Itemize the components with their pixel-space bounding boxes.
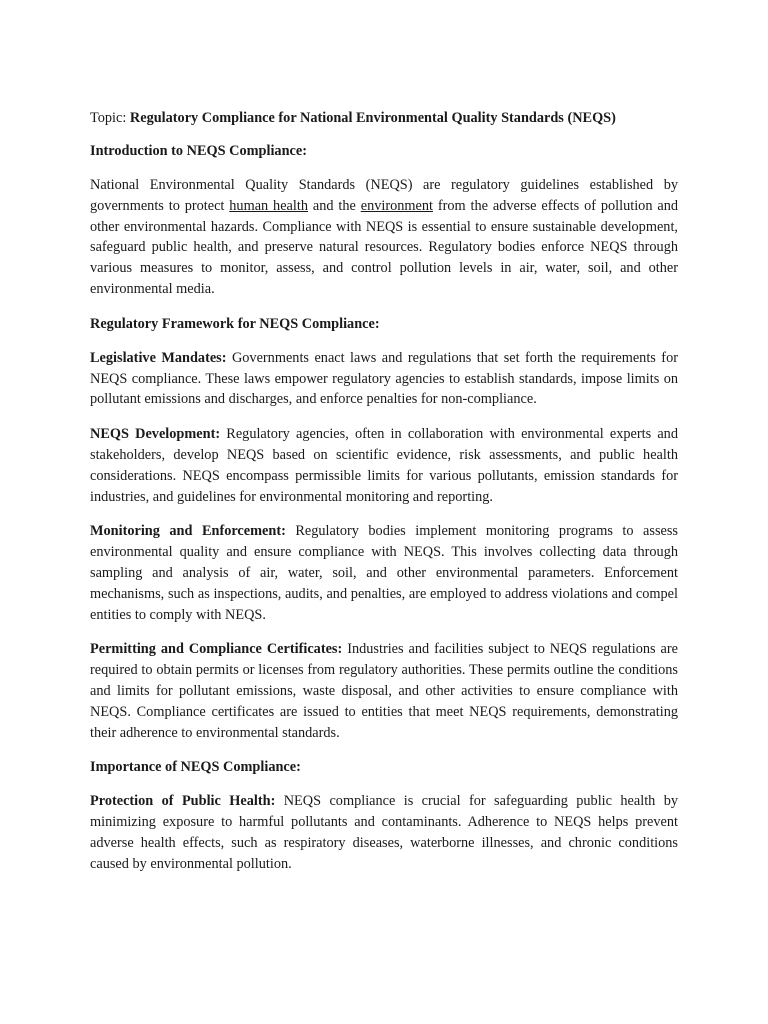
permitting-text: Industries and facilities subject to NEQS regulations are required to obtain permits or licenses from regulatory authorities. These permits outline the conditions and limits for pollutant emissions, waste disposal, and other activities to ensure compliance with NEQS. Compliance certificates are issued to entities that meet NEQS requirements, demonstrating their adherence to environmental standards. [90,641,678,741]
importance-heading: Importance of NEQS Compliance: [90,759,301,776]
monitoring-paragraph [90,521,678,625]
intro-paragraph [90,175,678,300]
monitoring-label: Monitoring and Enforcement: [90,523,286,540]
intro-text-2: and the [308,197,361,214]
framework-heading: Regulatory Framework for NEQS Compliance: [90,315,380,332]
intro-text-3: from the adverse effects of pollution and other environmental hazards. Compliance with NEQS is essential to ensure sustainable development, safeguard public health, and preserve natural resources. Regulatory bodies enforce NEQS through various measures to monitor, assess, and control pollution levels in air, water, soil, and other environmental media. [90,197,678,297]
permitting-label: Permitting and Compliance Certificates: [90,641,343,658]
intro-text-1: National Environmental Quality Standards (NEQS) are regulatory guidelines established by governments to protect [90,177,678,214]
human-health-link[interactable]: human health [229,197,308,214]
legislative-paragraph [90,348,678,410]
intro-heading: Introduction to NEQS Compliance: [90,143,307,159]
document-title: Regulatory Compliance for National Environmental Quality Standards (NEQS) [129,110,616,126]
protection-label: Protection of Public Health: [90,793,276,810]
legislative-label: Legislative Mandates: [90,349,227,366]
topic-line [90,108,678,128]
protection-text: NEQS compliance is crucial for safeguarding public health by minimizing exposure to harmful pollutants and contaminants. Adherence to NEQS helps prevent adverse health effects, such as respiratory diseases, waterborne illnesses, and chronic conditions caused by environmental pollution. [90,793,679,872]
document-page [90,108,678,889]
development-label: NEQS Development: [90,426,221,443]
protection-paragraph [90,791,678,874]
monitoring-text: Regulatory bodies implement monitoring programs to assess environmental quality and ensure compliance with NEQS. This involves collecting data through sampling and analysis of air, water, soil, and other environmental parameters. Enforcement mechanisms, such as inspections, audits, and penalties, are employed to address violations and compel entities to comply with NEQS. [90,523,678,623]
development-text: Regulatory agencies, often in collaboration with environmental experts and stakeholders, develop NEQS based on scientific evidence, risk assessments, and public health considerations. NEQS encompass permissible limits for various pollutants, emission standards for industries, and guidelines for environmental monitoring and reporting. [90,426,678,505]
environment-link[interactable]: environment [360,197,433,214]
permitting-paragraph [90,639,678,743]
legislative-text: Governments enact laws and regulations that set forth the requirements for NEQS compliance. These laws empower regulatory agencies to establish standards, impose limits on pollutant emissions and discharges, and enforce penalties for non-compliance. [90,349,678,408]
topic-label: Topic: [90,110,127,126]
development-paragraph [90,424,678,507]
